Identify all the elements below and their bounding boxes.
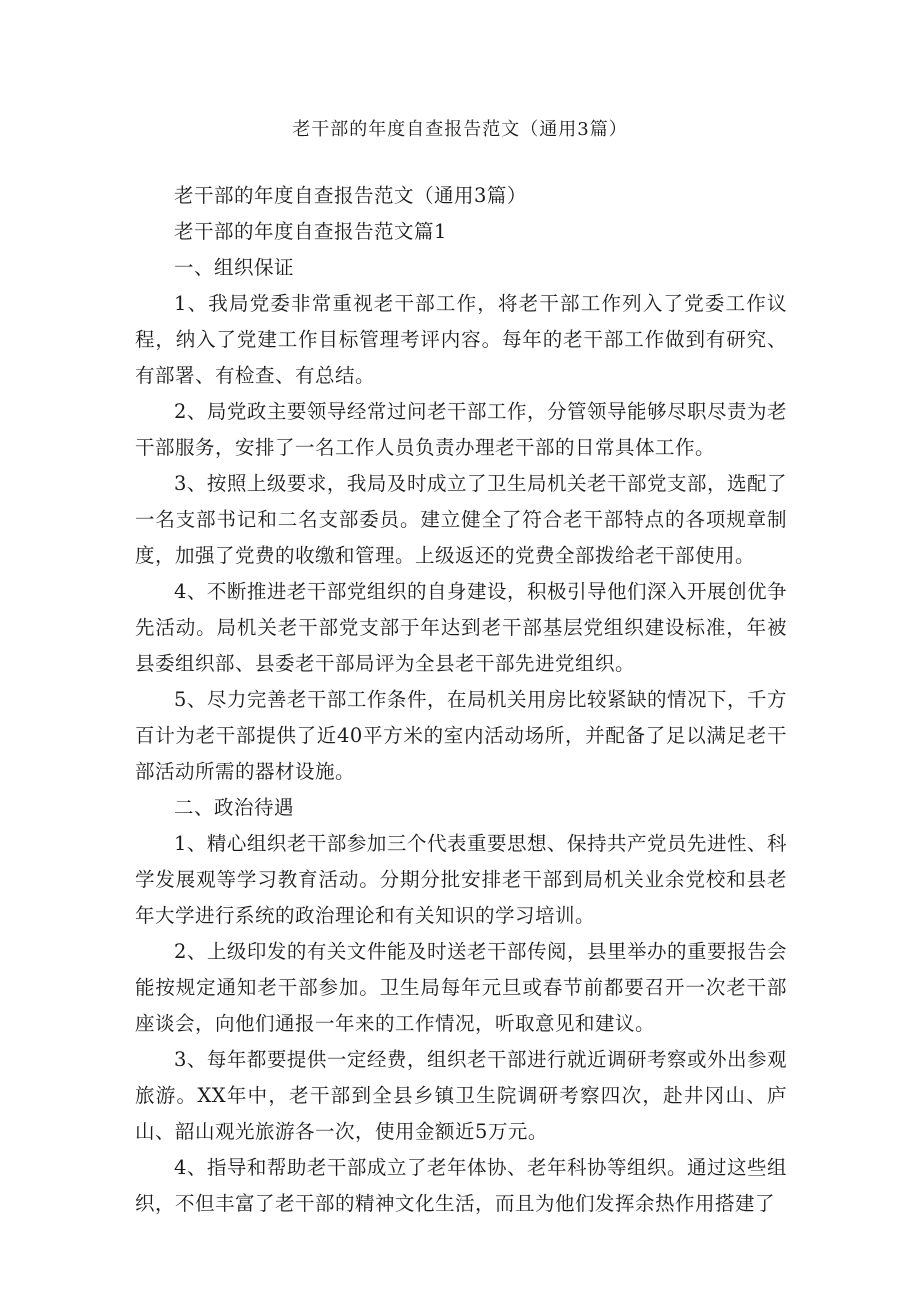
body-paragraph: 1、我局党委非常重视老干部工作，将老干部工作列入了党委工作议程，纳入了党建工作目标管理考评内容。每年的老干部工作做到有研究、有部署、有检查、有总结。 [135,292,787,387]
subsection-heading: 一、组织保证 [174,256,295,279]
document-title: 老干部的年度自查报告范文（通用3篇） [292,119,628,140]
body-paragraph: 3、按照上级要求，我局及时成立了卫生局机关老干部党支部，选配了一名支部书记和二名支部委员。建立健全了符合老干部特点的各项规章制度，加强了党费的收缴和管理。上级返还的党费全部拨给老干部使用。 [135,472,787,567]
body-paragraph: 2、上级印发的有关文件能及时送老干部传阅，县里举办的重要报告会能按规定通知老干部参加。卫生局每年元旦或春节前都要召开一次老干部座谈会，向他们通报一年来的工作情况，听取意见和建议。 [135,940,787,1035]
body-paragraph: 5、尽力完善老干部工作条件，在局机关用房比较紧缺的情况下，千方百计为老干部提供了近40平方米的室内活动场所，并配备了足以满足老干部活动所需的器材设施。 [135,688,787,783]
section-heading: 老干部的年度自查报告范文篇1 [174,220,447,243]
body-paragraph: 4、不断推进老干部党组织的自身建设，积极引导他们深入开展创优争先活动。局机关老干部党支部于年达到老干部基层党组织建设标准，年被县委组织部、县委老干部局评为全县老干部先进党组织。 [135,580,787,675]
document-body [135,178,787,1222]
body-paragraph: 4、指导和帮助老干部成立了老年体协、老年科协等组织。通过这些组织，不但丰富了老干部的精神文化生活，而且为他们发挥余热作用搭建了 [135,1156,787,1215]
body-paragraph: 3、每年都要提供一定经费，组织老干部进行就近调研考察或外出参观旅游。XX年中，老干部到全县乡镇卫生院调研考察四次，赴井冈山、庐山、韶山观光旅游各一次，使用金额近5万元。 [135,1048,787,1143]
body-paragraph: 2、局党政主要领导经常过问老干部工作，分管领导能够尽职尽责为老干部服务，安排了一名工作人员负责办理老干部的日常具体工作。 [135,400,787,459]
body-paragraph: 1、精心组织老干部参加三个代表重要思想、保持共产党员先进性、科学发展观等学习教育活动。分期分批安排老干部到局机关业余党校和县老年大学进行系统的政治理论和有关知识的学习培训。 [135,832,787,927]
subsection-heading: 二、政治待遇 [174,796,295,819]
subtitle-line: 老干部的年度自查报告范文（通用3篇） [174,184,527,207]
